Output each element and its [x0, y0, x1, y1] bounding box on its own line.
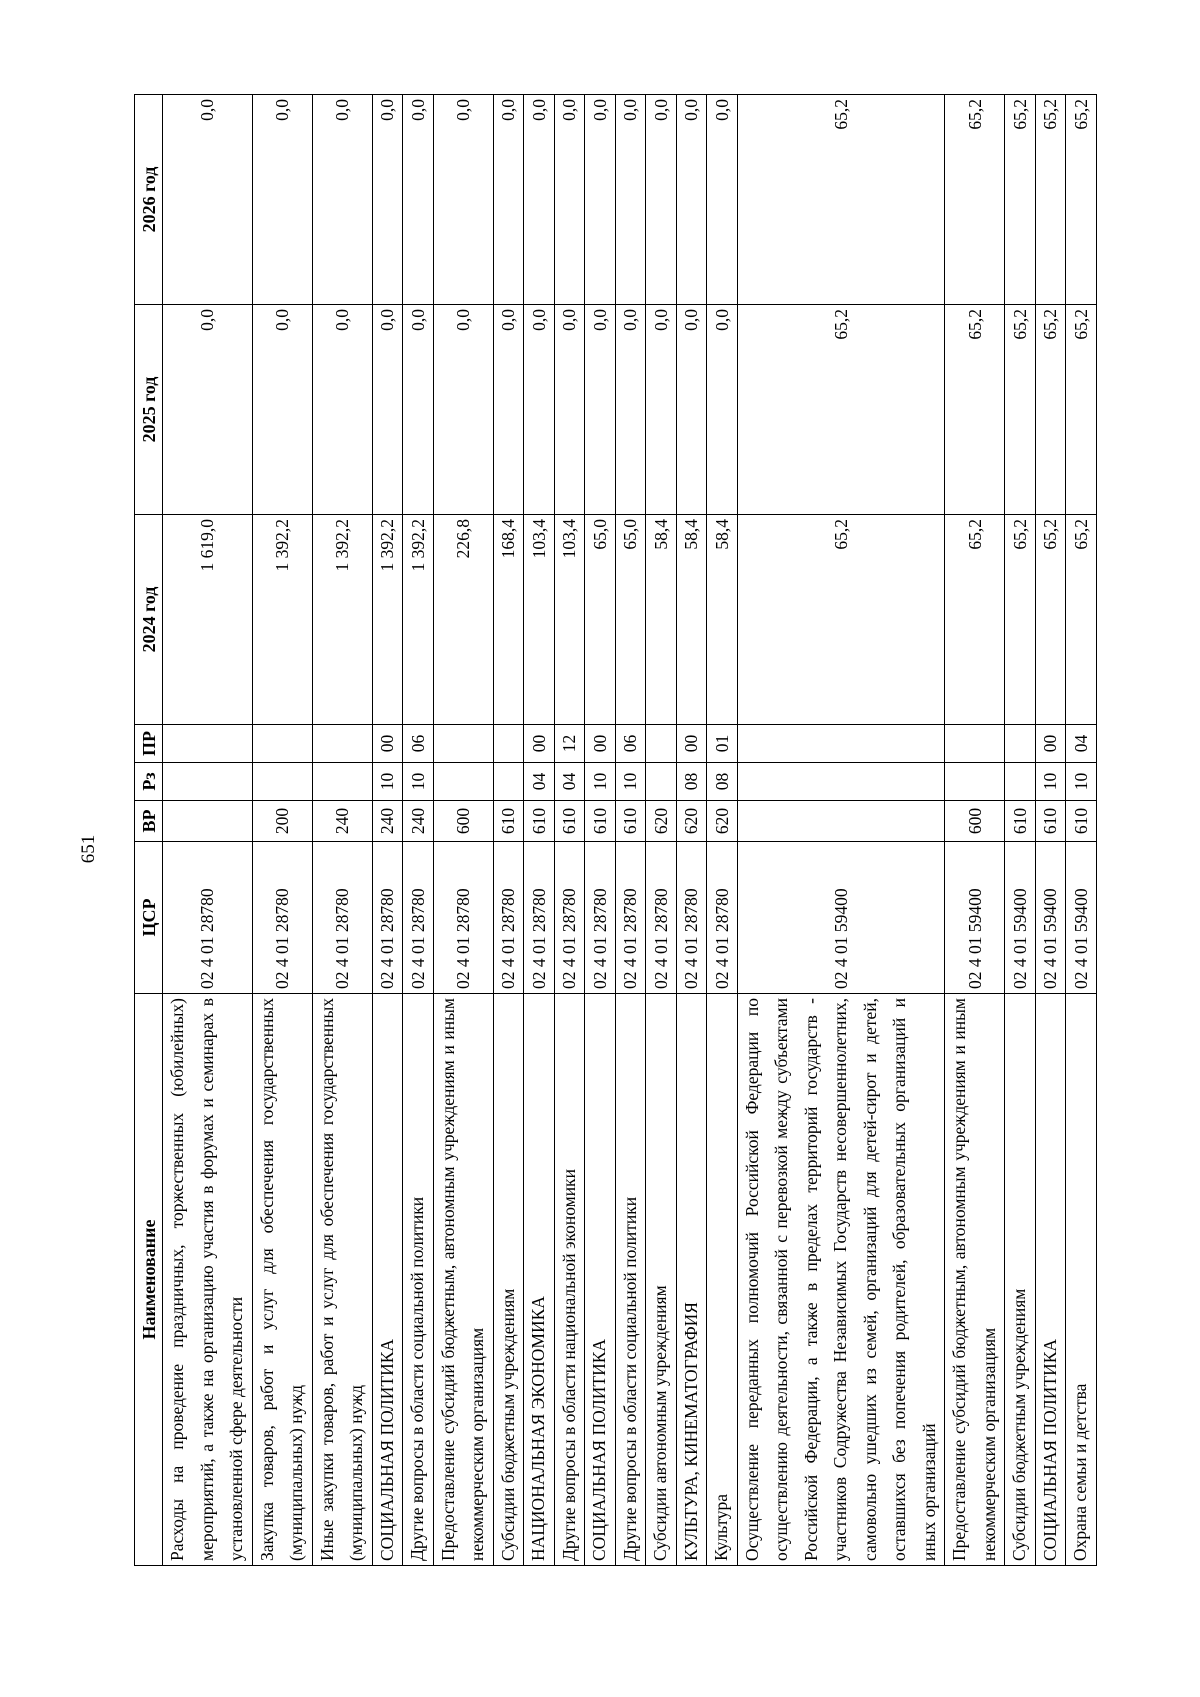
cell-2024: 1 392,2 [252, 515, 312, 725]
cell-rz: 10 [615, 763, 646, 801]
cell-name: СОЦИАЛЬНАЯ ПОЛИТИКА [1035, 994, 1066, 1566]
cell-2025: 65,2 [1066, 305, 1097, 515]
cell-rz [252, 763, 312, 801]
table-row [646, 95, 677, 1566]
cell-csr: 02 4 01 59400 [737, 842, 945, 994]
cell-csr: 02 4 01 28780 [433, 842, 493, 994]
header-2026: 2026 год [135, 95, 163, 305]
header-2025: 2025 год [135, 305, 163, 515]
cell-vr: 620 [676, 801, 707, 842]
cell-rz [945, 763, 1005, 801]
cell-pr: 00 [676, 725, 707, 763]
cell-rz: 10 [403, 763, 434, 801]
table-row [1035, 95, 1066, 1566]
cell-2025: 0,0 [707, 305, 738, 515]
cell-vr: 200 [252, 801, 312, 842]
cell-pr: 00 [585, 725, 616, 763]
cell-2024: 226,8 [433, 515, 493, 725]
cell-pr [646, 725, 677, 763]
cell-2024: 1 392,2 [403, 515, 434, 725]
cell-vr: 600 [945, 801, 1005, 842]
cell-pr [312, 725, 372, 763]
cell-2024: 58,4 [676, 515, 707, 725]
cell-2024: 103,4 [554, 515, 585, 725]
cell-vr: 610 [554, 801, 585, 842]
cell-name: Культура [707, 994, 738, 1566]
cell-rz [433, 763, 493, 801]
table-body [163, 95, 1097, 1566]
table-row [433, 95, 493, 1566]
header-pr: ПР [135, 725, 163, 763]
cell-vr: 620 [707, 801, 738, 842]
cell-2026: 0,0 [433, 95, 493, 305]
cell-2025: 0,0 [312, 305, 372, 515]
cell-name: Другие вопросы в области национальной экономики [554, 994, 585, 1566]
table-row [707, 95, 738, 1566]
cell-pr [493, 725, 524, 763]
cell-2025: 0,0 [252, 305, 312, 515]
cell-2025: 0,0 [433, 305, 493, 515]
cell-rz: 04 [554, 763, 585, 801]
header-csr: ЦСР [135, 842, 163, 994]
cell-vr: 610 [524, 801, 555, 842]
cell-2024: 65,0 [585, 515, 616, 725]
cell-csr: 02 4 01 28780 [252, 842, 312, 994]
cell-csr: 02 4 01 28780 [707, 842, 738, 994]
cell-pr: 00 [524, 725, 555, 763]
cell-pr [252, 725, 312, 763]
table-row [372, 95, 403, 1566]
cell-name: Предоставление субсидий бюджетным, автономным учреждениям и иным некоммерческим организациям [945, 994, 1005, 1566]
cell-2025: 0,0 [676, 305, 707, 515]
table-row [737, 95, 945, 1566]
cell-2024: 1 619,0 [163, 515, 253, 725]
header-2024: 2024 год [135, 515, 163, 725]
cell-2024: 103,4 [524, 515, 555, 725]
cell-2024: 1 392,2 [372, 515, 403, 725]
cell-2025: 65,2 [1035, 305, 1066, 515]
cell-rz [312, 763, 372, 801]
cell-2025: 0,0 [646, 305, 677, 515]
cell-2026: 0,0 [554, 95, 585, 305]
cell-rz: 10 [1035, 763, 1066, 801]
table-row [252, 95, 312, 1566]
rotated-table-wrapper [134, 96, 1091, 1566]
cell-pr: 06 [615, 725, 646, 763]
cell-rz [493, 763, 524, 801]
cell-name: Субсидии бюджетным учреждениям [1005, 994, 1036, 1566]
cell-name: Иные закупки товаров, работ и услуг для обеспечения государственных (муниципальных) нужд [312, 994, 372, 1566]
cell-csr: 02 4 01 59400 [1066, 842, 1097, 994]
budget-table [134, 94, 1097, 1566]
table-row [1005, 95, 1036, 1566]
cell-csr: 02 4 01 59400 [1035, 842, 1066, 994]
page-number: 651 [78, 834, 99, 864]
cell-2026: 65,2 [1066, 95, 1097, 305]
cell-rz: 10 [585, 763, 616, 801]
cell-2026: 0,0 [524, 95, 555, 305]
cell-rz: 10 [372, 763, 403, 801]
cell-2025: 0,0 [554, 305, 585, 515]
cell-2026: 0,0 [615, 95, 646, 305]
cell-rz: 04 [524, 763, 555, 801]
cell-2024: 168,4 [493, 515, 524, 725]
cell-csr: 02 4 01 28780 [312, 842, 372, 994]
cell-2024: 65,2 [737, 515, 945, 725]
cell-csr: 02 4 01 59400 [945, 842, 1005, 994]
cell-2026: 65,2 [1035, 95, 1066, 305]
cell-name: СОЦИАЛЬНАЯ ПОЛИТИКА [372, 994, 403, 1566]
cell-pr [737, 725, 945, 763]
cell-csr: 02 4 01 28780 [554, 842, 585, 994]
header-row [135, 95, 163, 1566]
cell-name: Осуществление переданных полномочий Российской Федерации по осуществлению деятельности, связанной с перевозкой между субъектами Российской Федерации, а также в пределах территорий государств - участников Содружества Независимых Государств несовершеннолетних, самовольно ушедших из семей, организаций для детей-сирот и детей, оставшихся без попечения родителей, образовательных организаций и иных организаций [737, 994, 945, 1566]
cell-vr: 610 [615, 801, 646, 842]
cell-pr [433, 725, 493, 763]
table-row [312, 95, 372, 1566]
cell-2026: 65,2 [737, 95, 945, 305]
cell-rz [163, 763, 253, 801]
cell-2025: 0,0 [585, 305, 616, 515]
cell-pr: 01 [707, 725, 738, 763]
cell-vr: 610 [1005, 801, 1036, 842]
cell-2024: 58,4 [646, 515, 677, 725]
table-row [403, 95, 434, 1566]
cell-2024: 65,2 [1035, 515, 1066, 725]
cell-2026: 0,0 [403, 95, 434, 305]
table-row [1066, 95, 1097, 1566]
table-row [554, 95, 585, 1566]
cell-pr: 00 [1035, 725, 1066, 763]
cell-2026: 0,0 [312, 95, 372, 305]
cell-rz: 10 [1066, 763, 1097, 801]
cell-2026: 0,0 [372, 95, 403, 305]
cell-name: Другие вопросы в области социальной политики [615, 994, 646, 1566]
cell-name: НАЦИОНАЛЬНАЯ ЭКОНОМИКА [524, 994, 555, 1566]
cell-2026: 0,0 [163, 95, 253, 305]
cell-vr: 240 [372, 801, 403, 842]
cell-csr: 02 4 01 28780 [615, 842, 646, 994]
cell-rz: 08 [676, 763, 707, 801]
cell-2026: 0,0 [493, 95, 524, 305]
header-name: Наименование [135, 994, 163, 1566]
cell-pr [945, 725, 1005, 763]
cell-name: Закупка товаров, работ и услуг для обеспечения государственных (муниципальных) нужд [252, 994, 312, 1566]
cell-2025: 0,0 [615, 305, 646, 515]
cell-2025: 65,2 [1005, 305, 1036, 515]
cell-name: Другие вопросы в области социальной политики [403, 994, 434, 1566]
cell-2026: 65,2 [945, 95, 1005, 305]
cell-pr: 04 [1066, 725, 1097, 763]
cell-vr: 620 [646, 801, 677, 842]
cell-rz [1005, 763, 1036, 801]
cell-rz [737, 763, 945, 801]
cell-vr [163, 801, 253, 842]
header-vr: ВР [135, 801, 163, 842]
table-row [585, 95, 616, 1566]
cell-2024: 65,2 [1066, 515, 1097, 725]
table-row [524, 95, 555, 1566]
cell-name: СОЦИАЛЬНАЯ ПОЛИТИКА [585, 994, 616, 1566]
cell-2024: 65,0 [615, 515, 646, 725]
cell-2026: 0,0 [252, 95, 312, 305]
cell-vr: 610 [1035, 801, 1066, 842]
cell-2025: 0,0 [403, 305, 434, 515]
cell-csr: 02 4 01 28780 [372, 842, 403, 994]
cell-2024: 65,2 [1005, 515, 1036, 725]
cell-csr: 02 4 01 28780 [585, 842, 616, 994]
cell-2024: 65,2 [945, 515, 1005, 725]
cell-vr: 600 [433, 801, 493, 842]
header-rz: Рз [135, 763, 163, 801]
cell-rz: 08 [707, 763, 738, 801]
table-row [163, 95, 253, 1566]
cell-name: Охрана семьи и детства [1066, 994, 1097, 1566]
cell-name: Расходы на проведение праздничных, торжественных (юбилейных) мероприятий, а также на организацию участия в форумах и семинарах в установленной сфере деятельности [163, 994, 253, 1566]
cell-csr: 02 4 01 28780 [493, 842, 524, 994]
cell-name: Субсидии бюджетным учреждениям [493, 994, 524, 1566]
cell-2024: 1 392,2 [312, 515, 372, 725]
cell-vr: 610 [585, 801, 616, 842]
cell-csr: 02 4 01 28780 [524, 842, 555, 994]
cell-csr: 02 4 01 28780 [646, 842, 677, 994]
cell-pr: 06 [403, 725, 434, 763]
cell-pr: 00 [372, 725, 403, 763]
cell-2025: 65,2 [945, 305, 1005, 515]
table-row [493, 95, 524, 1566]
cell-vr [737, 801, 945, 842]
cell-vr: 240 [403, 801, 434, 842]
cell-2026: 65,2 [1005, 95, 1036, 305]
cell-name: Субсидии автономным учреждениям [646, 994, 677, 1566]
cell-vr: 610 [1066, 801, 1097, 842]
cell-vr: 240 [312, 801, 372, 842]
cell-vr: 610 [493, 801, 524, 842]
cell-csr: 02 4 01 28780 [676, 842, 707, 994]
cell-2026: 0,0 [646, 95, 677, 305]
cell-name: Предоставление субсидий бюджетным, автономным учреждениям и иным некоммерческим организациям [433, 994, 493, 1566]
cell-2026: 0,0 [676, 95, 707, 305]
table-row [676, 95, 707, 1566]
cell-2025: 0,0 [372, 305, 403, 515]
cell-2025: 0,0 [163, 305, 253, 515]
cell-name: КУЛЬТУРА, КИНЕМАТОГРАФИЯ [676, 994, 707, 1566]
cell-csr: 02 4 01 59400 [1005, 842, 1036, 994]
cell-csr: 02 4 01 28780 [403, 842, 434, 994]
cell-rz [646, 763, 677, 801]
cell-pr [1005, 725, 1036, 763]
cell-2026: 0,0 [585, 95, 616, 305]
cell-pr: 12 [554, 725, 585, 763]
cell-2025: 0,0 [524, 305, 555, 515]
table-row [945, 95, 1005, 1566]
cell-2025: 65,2 [737, 305, 945, 515]
cell-2025: 0,0 [493, 305, 524, 515]
cell-pr [163, 725, 253, 763]
cell-2026: 0,0 [707, 95, 738, 305]
cell-csr: 02 4 01 28780 [163, 842, 253, 994]
cell-2024: 58,4 [707, 515, 738, 725]
table-row [615, 95, 646, 1566]
